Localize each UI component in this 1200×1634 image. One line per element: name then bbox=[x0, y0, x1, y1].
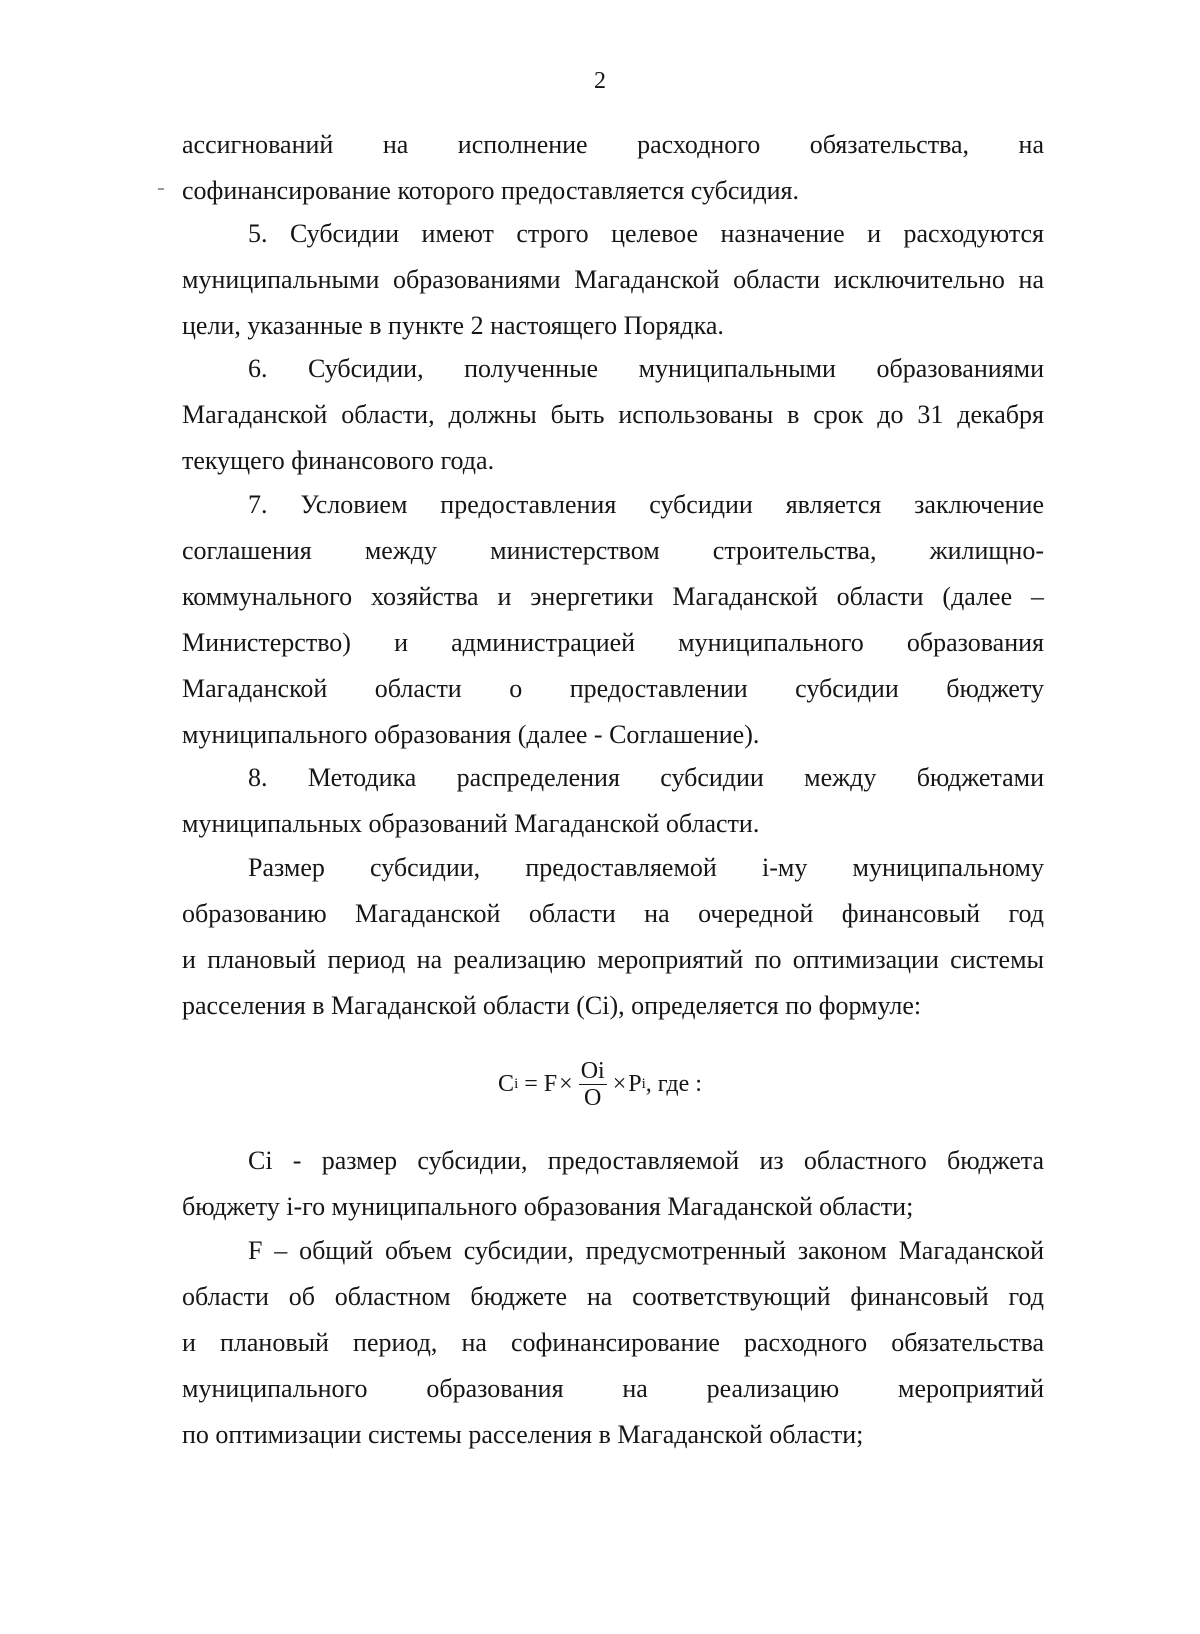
text-line: 6. Субсидии, полученные муниципальными образованиями bbox=[248, 354, 1044, 383]
paragraph-7 bbox=[182, 482, 1044, 758]
text-line: муниципальными образованиями Магаданской области исключительно на bbox=[182, 265, 1044, 294]
text-line: 5. Субсидии имеют строго целевое назначение и расходуются bbox=[248, 219, 1044, 248]
text-line: муниципальных образований Магаданской области. bbox=[182, 809, 760, 838]
paragraph-subsidy-size bbox=[182, 845, 1044, 1029]
text-line: Магаданской области о предоставлении субсидии бюджету bbox=[182, 674, 1044, 703]
text-line: муниципального образования на реализацию мероприятий bbox=[182, 1374, 1044, 1403]
text-line: муниципального образования (далее - Соглашение). bbox=[182, 720, 760, 749]
formula-numerator: Oi bbox=[580, 1058, 605, 1084]
formula-eq: = bbox=[524, 1071, 538, 1097]
page-number: 2 bbox=[594, 68, 606, 94]
text-line: расселения в Магаданской области (Ci), определяется по формуле: bbox=[182, 991, 922, 1020]
paragraph-8 bbox=[182, 755, 1044, 847]
text-line: бюджету i-го муниципального образования Магаданской области; bbox=[182, 1192, 914, 1221]
formula bbox=[0, 1058, 1200, 1111]
definition-ci bbox=[182, 1138, 1044, 1230]
text-line: текущего финансового года. bbox=[182, 446, 495, 475]
text-line: Ci - размер субсидии, предоставляемой из областного бюджета bbox=[248, 1146, 1044, 1175]
formula-tail: , где : bbox=[645, 1071, 702, 1097]
text-line: Министерство) и администрацией муниципального образования bbox=[182, 628, 1044, 657]
text-line: по оптимизации системы расселения в Магаданской области; bbox=[182, 1420, 864, 1449]
paragraph-continuation bbox=[182, 122, 1044, 214]
formula-lhs-sub: i bbox=[514, 1076, 519, 1092]
formula-fraction bbox=[579, 1058, 607, 1111]
text-line: цели, указанные в пункте 2 настоящего Порядка. bbox=[182, 311, 724, 340]
text-line: 7. Условием предоставления субсидии является заключение bbox=[248, 490, 1044, 519]
formula-p-sub: i bbox=[641, 1076, 646, 1092]
text-line: и плановый период на реализацию мероприятий по оптимизации системы bbox=[182, 945, 1044, 974]
text-line: образованию Магаданской области на очередной финансовый год bbox=[182, 899, 1044, 928]
text-line: и плановый период, на софинансирование расходного обязательства bbox=[182, 1328, 1044, 1357]
text-line: F – общий объем субсидии, предусмотренный законом Магаданской bbox=[248, 1236, 1044, 1265]
text-line: Магаданской области, должны быть использованы в срок до 31 декабря bbox=[182, 400, 1044, 429]
paragraph-5 bbox=[182, 211, 1044, 349]
text-line: Размер субсидии, предоставляемой i-му муниципальному bbox=[248, 853, 1044, 882]
formula-lhs: C bbox=[498, 1071, 515, 1097]
formula-times: × bbox=[612, 1071, 627, 1097]
text-line: софинансирование которого предоставляется субсидия. bbox=[182, 176, 799, 205]
text-line: коммунального хозяйства и энергетики Магаданской области (далее – bbox=[182, 582, 1044, 611]
text-line: соглашения между министерством строительства, жилищно- bbox=[182, 536, 1044, 565]
text-line: области об областном бюджете на соответствующий финансовый год bbox=[182, 1282, 1044, 1311]
paragraph-6 bbox=[182, 346, 1044, 484]
formula-f: F bbox=[543, 1071, 558, 1097]
scan-mark bbox=[158, 188, 164, 190]
formula-p: P bbox=[628, 1071, 642, 1097]
formula-times: × bbox=[559, 1071, 573, 1097]
text-line: 8. Методика распределения субсидии между бюджетами bbox=[248, 763, 1044, 792]
formula-denominator: O bbox=[584, 1085, 602, 1111]
text-line: ассигнований на исполнение расходного обязательства, на bbox=[182, 130, 1044, 159]
definition-f bbox=[182, 1228, 1044, 1458]
